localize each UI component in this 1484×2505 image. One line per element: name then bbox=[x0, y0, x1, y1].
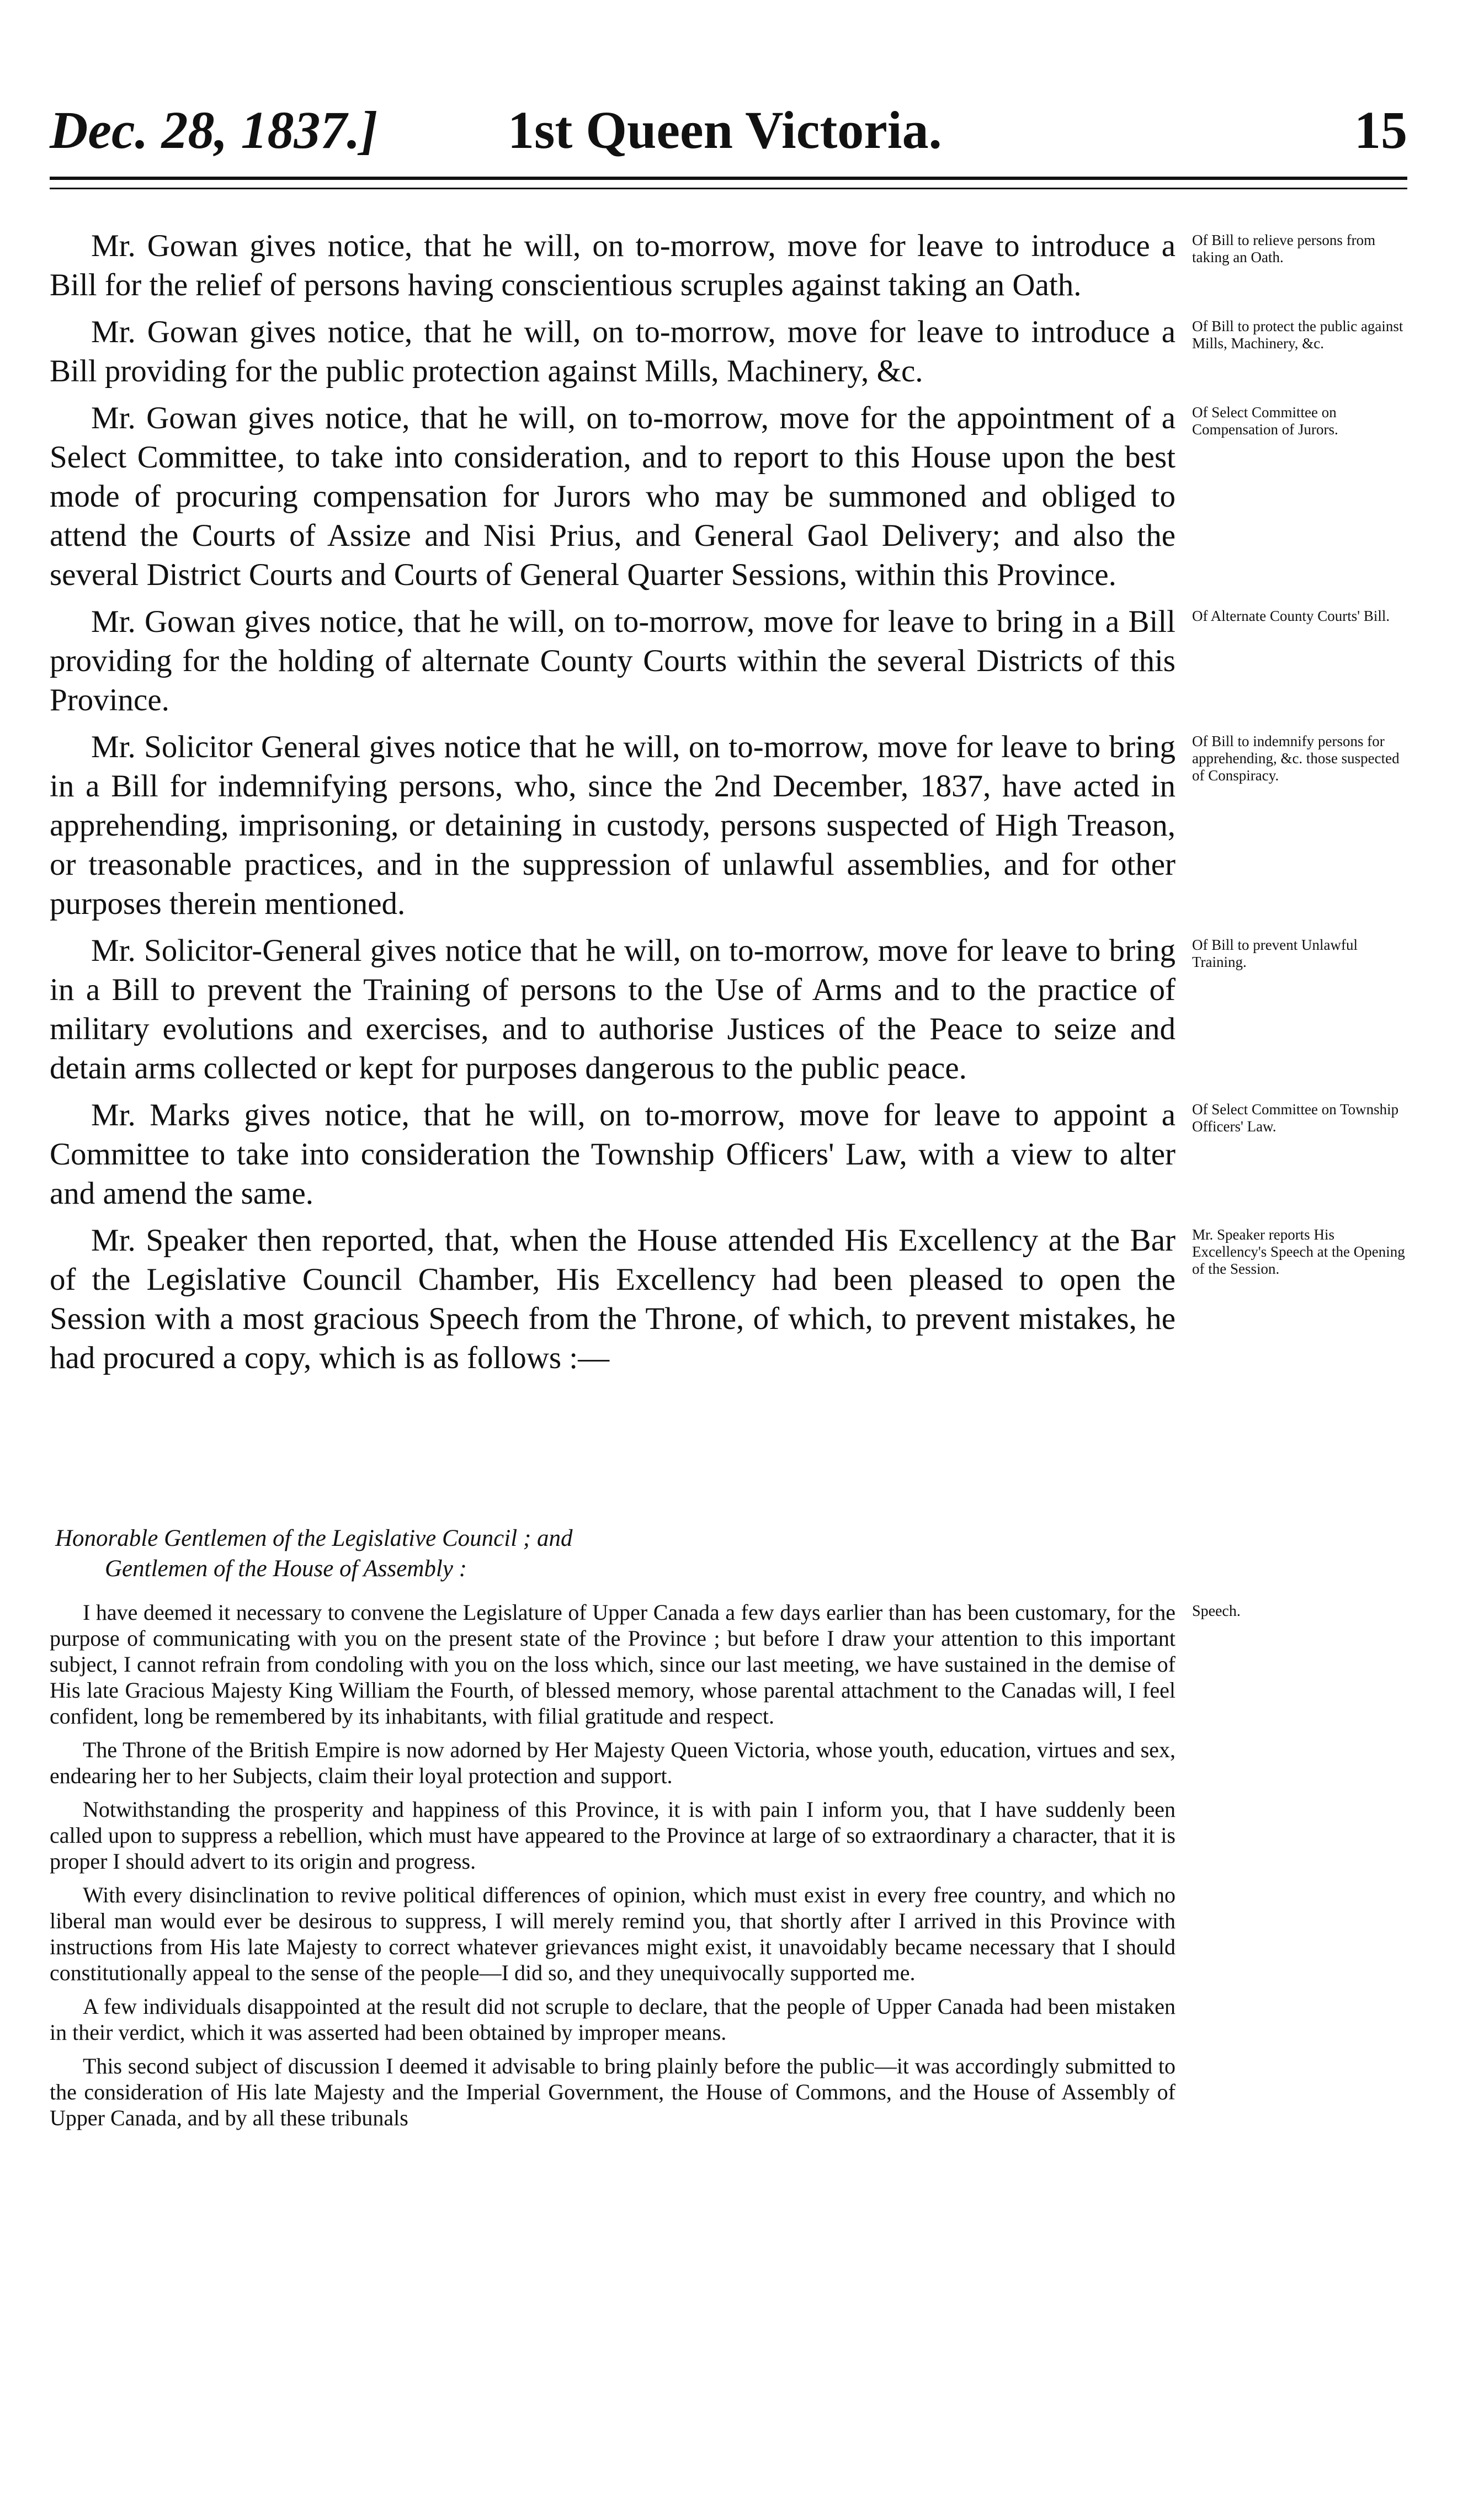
notice-text: Mr. Speaker then reported, that, when the House attended His Excellency at the Bar of the Legislative Council Chamber, His Excellency had been pleased to open the Session with a most gracious Speech from the Throne, of which, to prevent mistakes, he had procured a copy, which is as follows :— bbox=[50, 1223, 1176, 1375]
speech-paragraph: A few individuals disappointed at the result did not scruple to declare, that the people of Upper Canada had been mistaken in their verdict, which it was asserted had been obtained by improper means. bbox=[50, 1994, 1176, 2045]
margin-note: Of Bill to prevent Unlawful Training. bbox=[1192, 937, 1358, 970]
notice-text: Mr. Gowan gives notice, that he will, on to-morrow, move for the appointment of a Select Committee, to take into consideration, and to report to this House upon the best mode of procuring compensation for Jurors who may be summoned and obliged to attend the Courts of Assize and Nisi Prius, and General Gaol Delivery; and also the several District Courts and Courts of General Quarter Sessions, within this Province. bbox=[50, 401, 1176, 592]
notice-paragraph bbox=[50, 602, 1390, 720]
notices-section bbox=[50, 226, 1407, 1385]
notice-text: Mr. Gowan gives notice, that he will, on to-morrow, move for leave to introduce a Bill providing for the public protection against Mills, Machinery, &c. bbox=[50, 315, 1176, 389]
speech-margin-note: Speech. bbox=[1192, 1603, 1241, 1620]
header-title: 1st Queen Victoria. bbox=[508, 100, 942, 159]
margin-note: Of Bill to protect the public against Mills, Machinery, &c. bbox=[1192, 318, 1403, 352]
header-rule-thick bbox=[50, 177, 1407, 180]
speech-salutation-council: Honorable Gentlemen of the Legislative Council ; and bbox=[55, 1525, 573, 1551]
margin-note: Mr. Speaker reports His Excellency's Speech at the Opening of the Session. bbox=[1192, 1226, 1405, 1277]
speech-paragraph: Notwithstanding the prosperity and happiness of this Province, it is with pain I inform you, that I have suddenly been called upon to suppress a rebellion, which must have appeared to the Province at large of so extraordinary a character, that it is proper I should advert to its origin and progress. bbox=[50, 1797, 1176, 1874]
notice-text: Mr. Gowan gives notice, that he will, on to-morrow, move for leave to bring in a Bill providing for the holding of alternate County Courts within the several Districts of this Province. bbox=[50, 604, 1176, 717]
speech-paragraph: This second subject of discussion I deemed it advisable to bring plainly before the public—it was accordingly submitted to the consideration of His late Majesty and the Imperial Government, the House of Commons, and the House of Assembly of Upper Canada, and by all these tribunals bbox=[50, 2054, 1176, 2130]
notice-paragraph bbox=[50, 1221, 1405, 1378]
speech-salutation-assembly: Gentlemen of the House of Assembly : bbox=[105, 1556, 467, 1582]
margin-note: Of Select Committee on Compensation of Jurors. bbox=[1192, 404, 1338, 438]
notice-paragraph bbox=[50, 398, 1338, 594]
notice-paragraph bbox=[50, 931, 1358, 1088]
margin-note: Of Bill to relieve persons from taking an Oath. bbox=[1192, 232, 1376, 265]
page-number: 15 bbox=[1354, 100, 1407, 159]
header-date: Dec. 28, 1837.] bbox=[50, 100, 378, 159]
speech-paragraph: The Throne of the British Empire is now adorned by Her Majesty Queen Victoria, whose youth, education, virtues and sex, endearing her to her Subjects, claim their loyal protection and support. bbox=[50, 1737, 1176, 1788]
notice-paragraph bbox=[50, 1095, 1399, 1213]
margin-note: Of Select Committee on Township Officers' Law. bbox=[1192, 1101, 1399, 1135]
notice-text: Mr. Marks gives notice, that he will, on to-morrow, move for leave to appoint a Committee to take into consideration the Township Officers' Law, with a view to alter and amend the same. bbox=[50, 1098, 1176, 1211]
speech-paragraph: I have deemed it necessary to convene the Legislature of Upper Canada a few days earlier than has been customary, for the purpose of communicating with you on the present state of the Province ; but before I draw your attention to this important subject, I cannot refrain from condoling with you on the loss which, since our last meeting, we have sustained in the demise of His late Gracious Majesty King William the Fourth, of blessed memory, whose parental attachment to the Canadas will, I feel confident, long be remembered by its inhabitants, with filial gratitude and respect. bbox=[50, 1600, 1176, 1728]
running-header bbox=[50, 83, 1407, 166]
speech-paragraph: With every disinclination to revive political differences of opinion, which must exist in every free country, and which no liberal man would ever be desirous to suppress, I will merely remind you, that shortly after I arrived in this Province with instructions from His late Majesty to correct whatever grievances might exist, it unavoidably became necessary that I should constitutionally appeal to the sense of the people—I did so, and they unequivocally supported me. bbox=[50, 1882, 1176, 1985]
notice-paragraph bbox=[50, 312, 1403, 391]
notice-paragraph bbox=[50, 727, 1400, 923]
notice-text: Mr. Solicitor-General gives notice that he will, on to-morrow, move for leave to bring in a Bill to prevent the Training of persons to the Use of Arms and to the practice of military evolutions and exercises, and to authorise Justices of the Peace to seize and detain arms collected or kept for purposes dangerous to the public peace. bbox=[50, 933, 1176, 1086]
speech-body bbox=[50, 1599, 1241, 2131]
header-rule-thin bbox=[50, 188, 1407, 189]
speech-section bbox=[50, 1523, 1407, 2139]
notice-text: Mr. Solicitor General gives notice that he will, on to-morrow, move for leave to bring in a Bill for indemnifying persons, who, since the 2nd December, 1837, have acted in apprehending, imprisoning, or detaining in custody, persons suspected of High Treason, or treasonable practices, and in the suppression of unlawful assemblies, and for other purposes therein mentioned. bbox=[50, 730, 1176, 921]
notice-paragraph bbox=[50, 226, 1376, 305]
margin-note: Of Bill to indemnify persons for apprehending, &c. those suspected of Conspiracy. bbox=[1192, 733, 1400, 784]
notice-text: Mr. Gowan gives notice, that he will, on to-morrow, move for leave to introduce a Bill for the relief of persons having conscientious scruples against taking an Oath. bbox=[50, 228, 1176, 302]
margin-note: Of Alternate County Courts' Bill. bbox=[1192, 608, 1390, 624]
